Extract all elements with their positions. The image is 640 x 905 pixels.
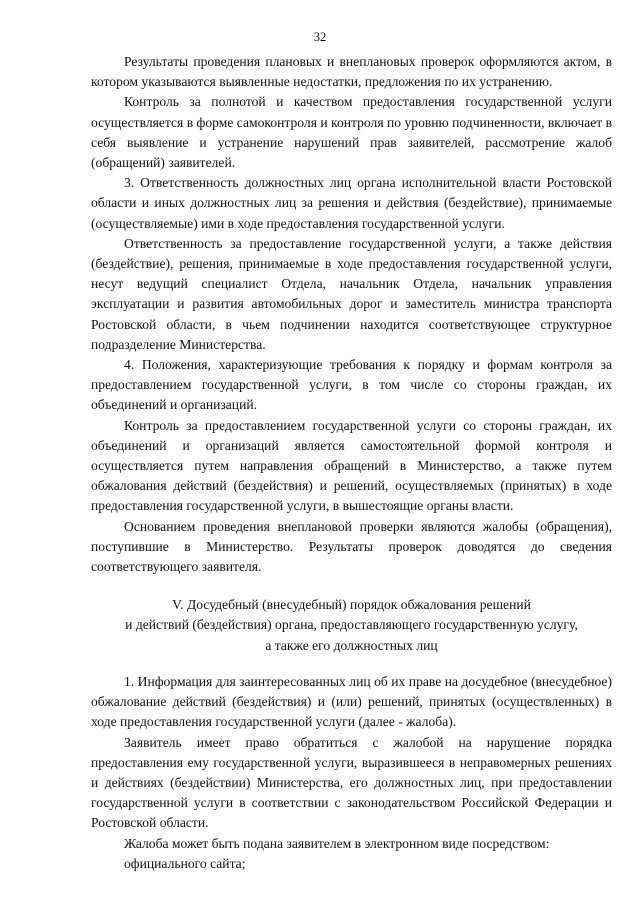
paragraph-control-requirements: 4. Положения, характеризующие требования к порядку и формам контроля за предоставлением государственной услуги, в том числе со стороны граждан, их объединений и организаций. xyxy=(91,357,612,413)
section-heading-line: V. Досудебный (внесудебный) порядок обжалования решений xyxy=(172,597,531,613)
paragraph-official-site: официального сайта; xyxy=(124,855,246,871)
paragraph-inspection-results: Результаты проведения плановых и внеплановых проверок оформляются актом, в котором указываются выявленные недостатки, предложения по их устранению. xyxy=(91,54,612,90)
paragraph-unscheduled-inspection: Основанием проведения внеплановой проверки являются жалобы (обращения), поступившие в Министерство. Результаты проверок доводятся до сведения соответствующего заявителя. xyxy=(91,518,612,575)
paragraph-electronic-complaint: Жалоба может быть подана заявителем в электронном виде посредством: xyxy=(124,835,550,851)
section-heading-line: а также его должностных лиц xyxy=(265,637,438,653)
section-heading xyxy=(91,595,612,656)
section-heading-line: и действий (бездействия) органа, предоставляющего государственную услугу, xyxy=(125,617,578,633)
paragraph-applicant-right: Заявитель имеет право обратиться с жалобой на нарушение порядка предоставления ему государственной услуги, выразившееся в неправомерных решениях и действиях (бездействии) Министерства, его должностных лиц, при предоставлении государственной услуги в соответствии с законодательством Российской Федерации и Ростовской области. xyxy=(91,734,612,831)
paragraph-citizen-control: Контроль за предоставлением государственной услуги со стороны граждан, их объединений и организаций является самостоятельной формой контроля и осуществляется путем направления обращений в Министерство, а также путем обжалования действий (бездействия) и решений, осуществляемых (принятых) в ходе предоставления государственной услуги, в вышестоящие органы власти. xyxy=(91,417,612,514)
page-number: 32 xyxy=(313,30,327,44)
paragraph-responsibility: Ответственность за предоставление государственной услуги, а также действия (бездействие), решения, принимаемые в ходе предоставления государственной услуги, несут ведущий специалист Отдела, начальник Отдела, начальник управления эксплуатации и развития автомобильных дорог и заместитель министра транспорта Ростовской области, в чьем подчинении находится соответствующее структурное подразделение Министерства. xyxy=(91,235,612,352)
paragraph-appeal-info: 1. Информация для заинтересованных лиц об их праве на досудебное (внесудебное) обжалование действий (бездействия) и (или) решений, принятых (осуществленных) в ходе предоставления государственной услуги (далее - жалоба). xyxy=(91,673,612,730)
document-body xyxy=(91,52,612,874)
paragraph-responsibility-heading: 3. Ответственность должностных лиц органа исполнительной власти Ростовской области и иных должностных лиц за решения и действия (бездействие), принимаемые (осуществляемые) ими в ходе предоставления государственной услуги. xyxy=(91,175,612,231)
paragraph-quality-control: Контроль за полнотой и качеством предоставления государственной услуги осуществляется в форме самоконтроля и контроля по уровню подчиненности, включает в себя выявление и устранение нарушений прав заявителей, рассмотрение жалоб (обращений) заявителей. xyxy=(91,94,612,171)
